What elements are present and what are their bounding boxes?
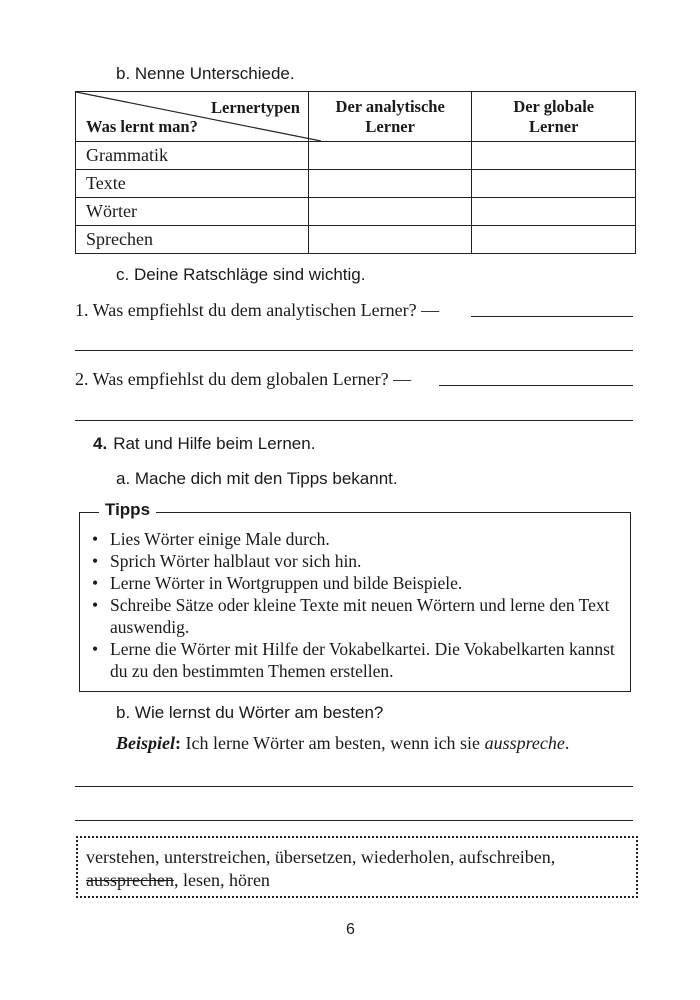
header-global-learner: Der globale Lerner <box>472 92 636 142</box>
table-row <box>76 170 636 198</box>
table-cell-input[interactable] <box>472 226 636 254</box>
task-3c-heading: c. Deine Ratschläge sind wichtig. <box>116 265 366 284</box>
corner-label-lernertypen: Lernertypen <box>210 98 300 117</box>
answer-line-4[interactable] <box>75 820 633 821</box>
list-item: • Lerne die Wörter mit Hilfe der Vokabelkartei. Die Vokabelkarten kannst du zu den bestimmten Themen erstellen. <box>90 638 626 682</box>
task-4a-heading: a. Mache dich mit den Tipps bekannt. <box>116 469 398 488</box>
table-cell-input[interactable] <box>472 142 636 170</box>
tipps-title: Tipps <box>99 500 156 520</box>
table-cell-input[interactable] <box>308 170 472 198</box>
tipps-list <box>90 528 626 682</box>
answer-line-2a[interactable] <box>439 385 633 386</box>
task-4-heading <box>93 434 315 454</box>
table-cell-input[interactable] <box>308 198 472 226</box>
answer-line-1a[interactable] <box>471 316 633 317</box>
row-label: Wörter <box>76 198 309 226</box>
page-number: 6 <box>346 921 355 938</box>
row-label: Sprechen <box>76 226 309 254</box>
question-2: 2. Was empfiehlst du dem globalen Lerner? — <box>75 369 412 389</box>
table-cell-input[interactable] <box>472 198 636 226</box>
list-item: • Schreibe Sätze oder kleine Texte mit neuen Wörtern und lerne den Text auswendig. <box>90 594 626 638</box>
task-number: 4. <box>93 434 108 453</box>
task-4b-heading: b. Wie lernst du Wörter am besten? <box>116 703 384 722</box>
header-analytic-learner: Der analytische Lerner <box>308 92 472 142</box>
task-3b-heading: b. Nenne Unterschiede. <box>116 64 295 83</box>
list-item: • Sprich Wörter halblaut vor sich hin. <box>90 550 626 572</box>
struck-word: aussprechen <box>86 870 174 890</box>
answer-line-1b[interactable] <box>75 350 633 351</box>
table-row <box>76 142 636 170</box>
example-sentence: Beispiel: Ich lerne Wörter am besten, wenn ich sie ausspreche. <box>116 733 570 753</box>
answer-line-3[interactable] <box>75 786 633 787</box>
example-word: ausspreche <box>484 733 565 753</box>
question-1: 1. Was empfiehlst du dem analytischen Lerner? — <box>75 300 440 320</box>
list-item: • Lerne Wörter in Wortgruppen und bilde Beispiele. <box>90 572 626 594</box>
corner-label-was-lernt-man: Was lernt man? <box>86 117 198 136</box>
row-label: Texte <box>76 170 309 198</box>
table-header-row <box>76 92 636 142</box>
table-row <box>76 226 636 254</box>
list-item: • Lies Wörter einige Male durch. <box>90 528 626 550</box>
table-cell-input[interactable] <box>308 142 472 170</box>
table-cell-input[interactable] <box>308 226 472 254</box>
learner-types-table <box>75 91 636 254</box>
table-row <box>76 198 636 226</box>
word-bank-text: verstehen, unterstreichen, übersetzen, wiederholen, aufschreiben, aussprechen, lesen, hören <box>86 847 556 890</box>
table-corner-cell <box>76 92 309 142</box>
answer-line-2b[interactable] <box>75 420 633 421</box>
example-label: Beispiel <box>116 733 175 753</box>
table-cell-input[interactable] <box>472 170 636 198</box>
task-title: Rat und Hilfe beim Lernen. <box>113 434 316 453</box>
row-label: Grammatik <box>76 142 309 170</box>
